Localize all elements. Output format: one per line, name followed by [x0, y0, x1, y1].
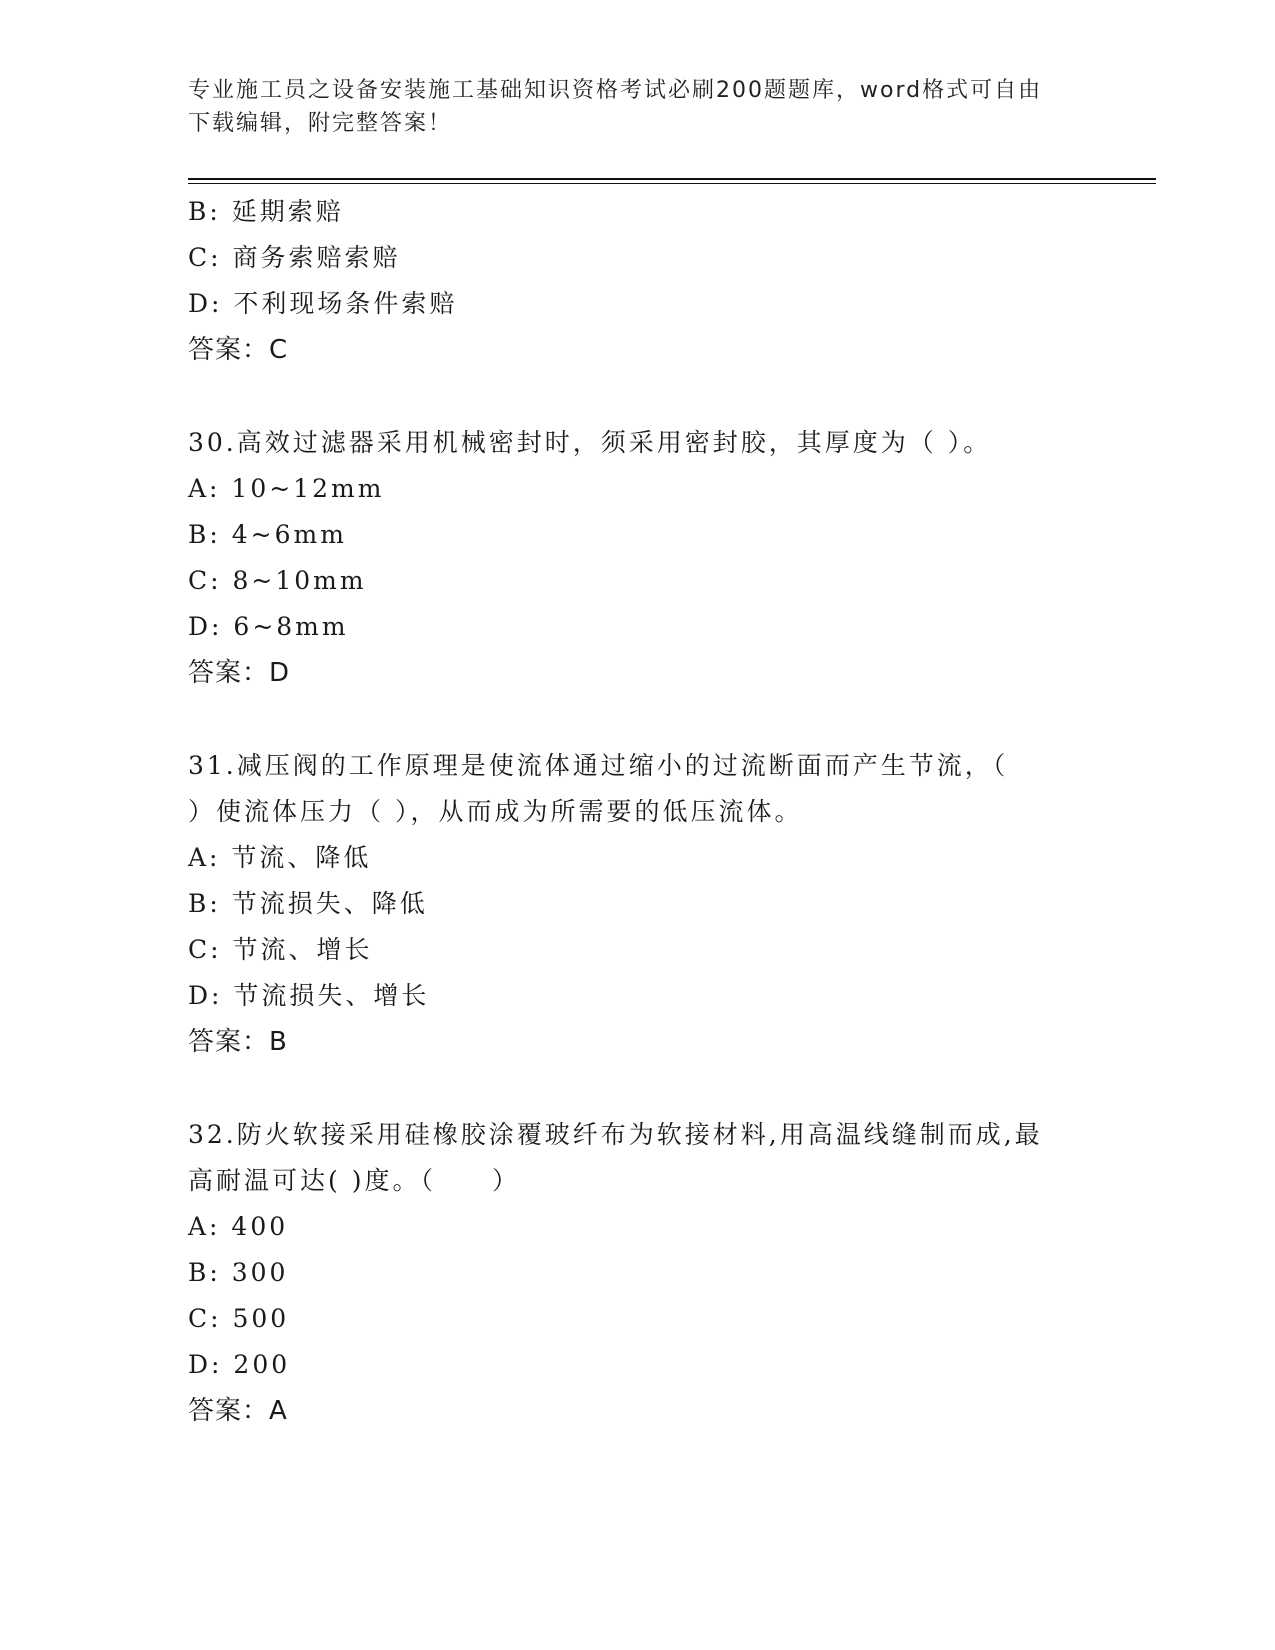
question-stem: 30.高效过滤器采用机械密封时，须采用密封胶，其厚度为（ ）。	[188, 428, 992, 457]
question-32	[188, 1112, 1088, 1434]
option-a: A: 10~12mm	[188, 474, 385, 503]
answer-line: 答案：D	[188, 658, 291, 688]
answer-line: 答案：A	[188, 1396, 288, 1426]
option-c: C: 节流、增长	[188, 935, 373, 964]
option-c: C: 8~10mm	[188, 566, 367, 595]
option-d: D: 节流损失、增长	[188, 981, 430, 1010]
question-list	[188, 189, 1088, 1434]
question-stem: 32.防火软接采用硅橡胶涂覆玻纤布为软接材料,用高温线缝制而成,最	[188, 1120, 1043, 1149]
option-d: D: 6~8mm	[188, 612, 349, 641]
header-divider-thick	[188, 178, 1156, 180]
option-b: B: 4~6mm	[188, 520, 347, 549]
answer-line: 答案：B	[188, 1027, 288, 1057]
question-30	[188, 420, 1088, 696]
header-divider-thin	[188, 183, 1156, 184]
option-a: A: 400	[188, 1212, 289, 1241]
spacer	[188, 696, 1088, 743]
question-29-continued	[188, 189, 1088, 373]
option-a: A: 节流、降低	[188, 843, 372, 872]
question-stem: 31.减压阀的工作原理是使流体通过缩小的过流断面而产生节流，（	[188, 751, 1009, 780]
document-header	[188, 74, 1088, 140]
question-stem-continued: 高耐温可达( )度。（ ）	[188, 1166, 520, 1195]
header-line-1: 专业施工员之设备安装施工基础知识资格考试必刷200题题库，word格式可自由	[188, 78, 1043, 103]
header-line-2: 下载编辑，附完整答案！	[188, 111, 453, 136]
option-c: C: 商务索赔索赔	[188, 243, 401, 272]
option-b: B: 延期索赔	[188, 197, 344, 226]
option-c: C: 500	[188, 1304, 290, 1333]
answer-line: 答案：C	[188, 335, 289, 365]
option-d: D: 200	[188, 1350, 291, 1379]
option-d: D: 不利现场条件索赔	[188, 289, 458, 318]
spacer	[188, 1065, 1088, 1112]
option-b: B: 节流损失、降低	[188, 889, 428, 918]
question-stem-continued: ）使流体压力（ ），从而成为所需要的低压流体。	[188, 797, 803, 826]
question-31	[188, 743, 1088, 1065]
option-b: B: 300	[188, 1258, 289, 1287]
spacer	[188, 373, 1088, 420]
